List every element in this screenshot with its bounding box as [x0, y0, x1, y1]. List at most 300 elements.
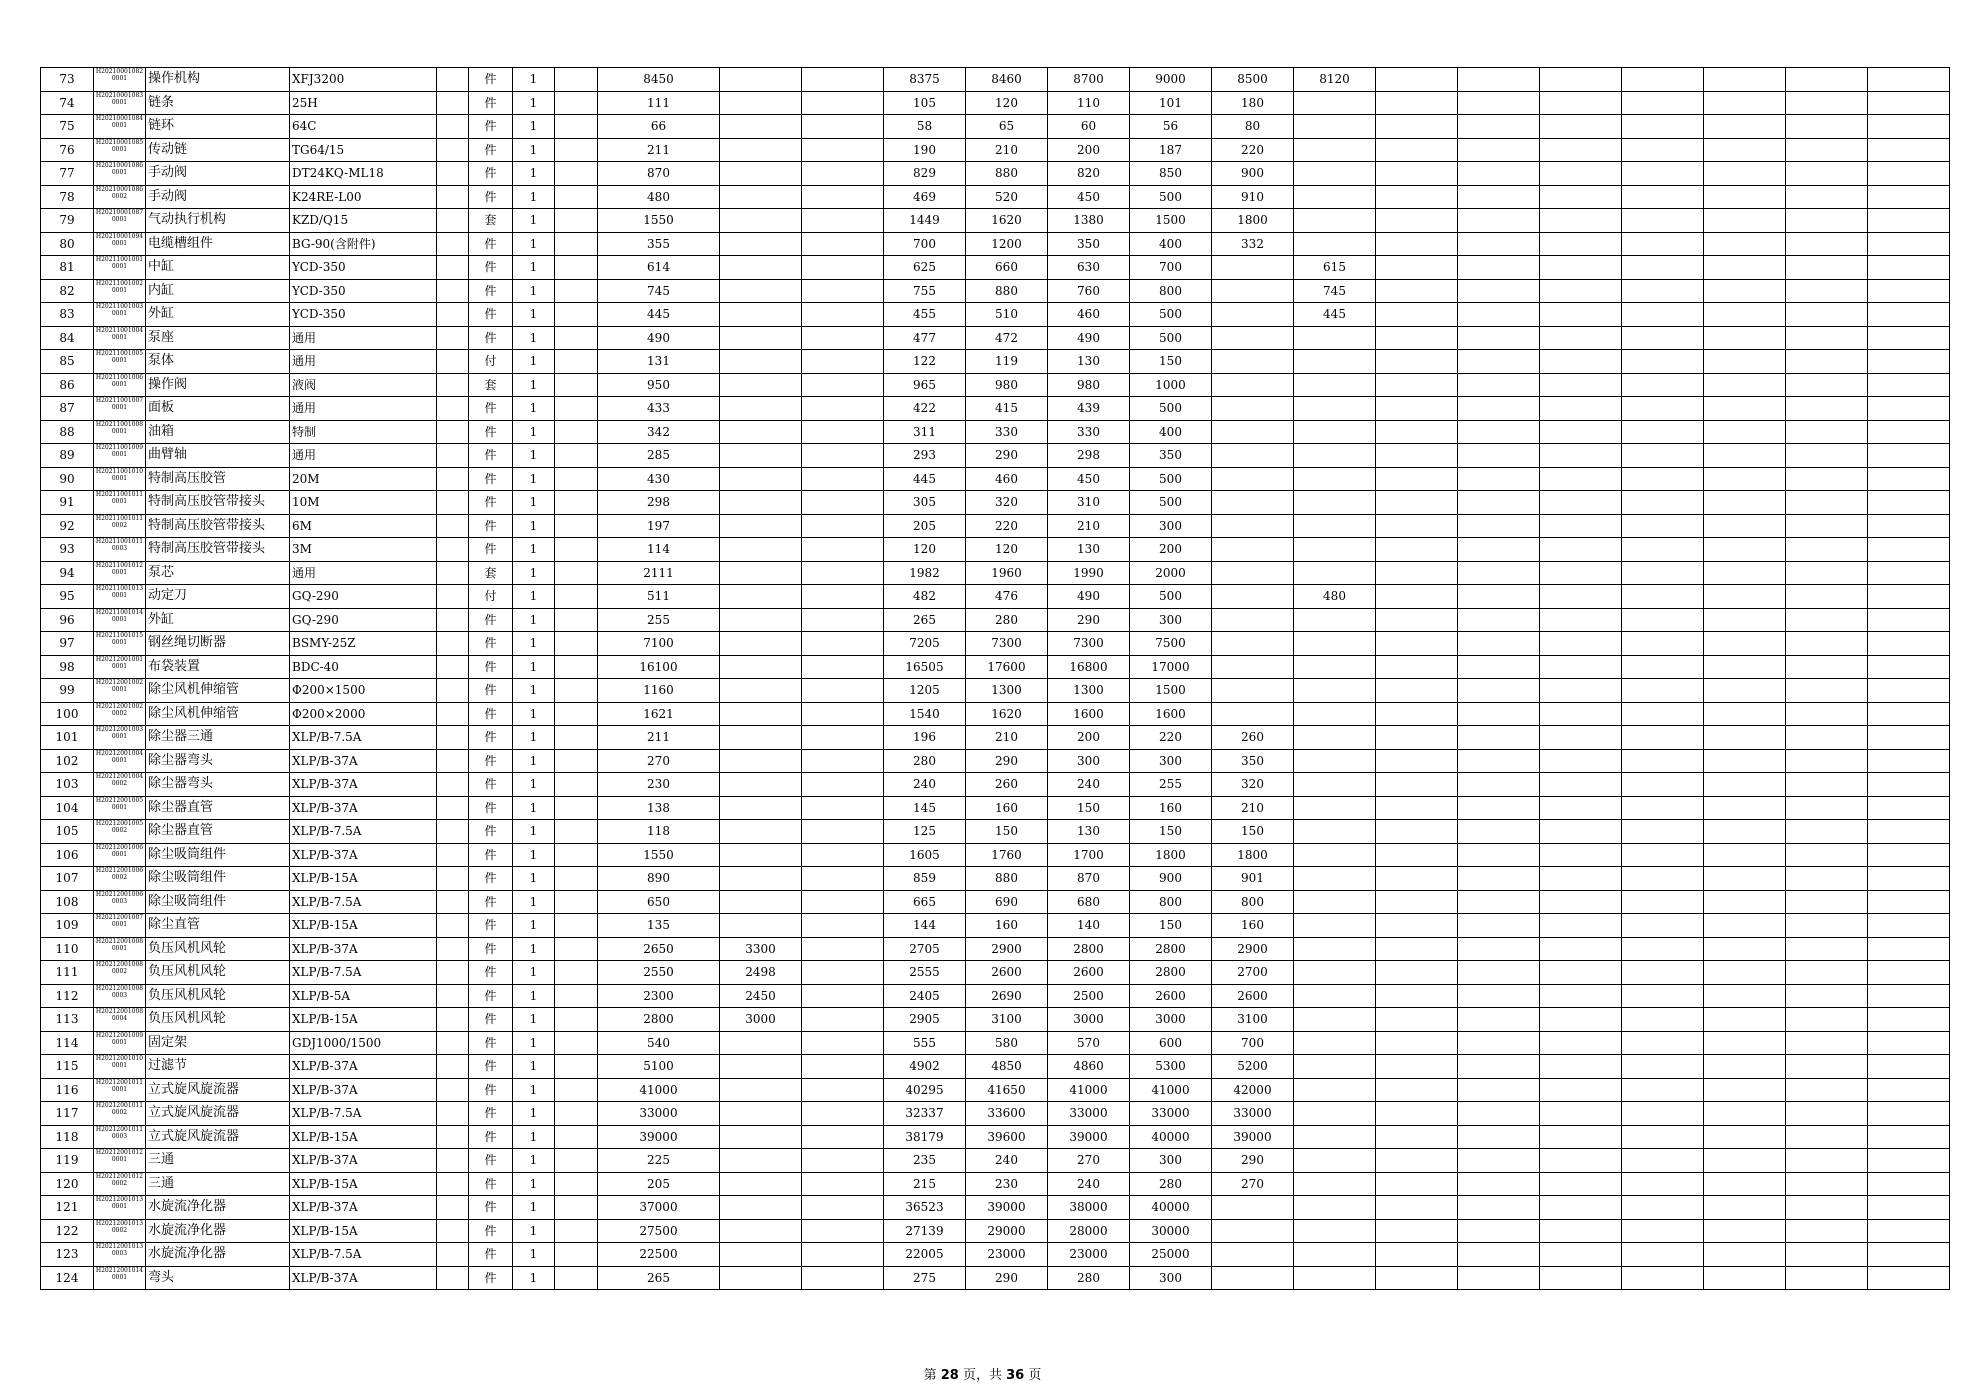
table-row — [41, 1243, 1950, 1267]
blank-cell — [1458, 68, 1540, 92]
seq-cell: 95 — [41, 585, 94, 609]
blank-cell — [1704, 514, 1786, 538]
blank-cell — [802, 538, 884, 562]
spec-cell: KZD/Q15 — [290, 209, 437, 233]
blank-cell — [1704, 444, 1786, 468]
blank-cell — [1540, 138, 1622, 162]
spec-cell: YCD-350 — [290, 279, 437, 303]
blank-cell — [555, 350, 598, 374]
code-cell: H202110010050001 — [94, 350, 146, 374]
spec-cell: XLP/B-37A — [290, 796, 437, 820]
quote5-cell — [1212, 444, 1294, 468]
spec-cell: 特制 — [290, 420, 437, 444]
quote3-cell: 39000 — [1048, 1125, 1130, 1149]
quote2-cell: 460 — [966, 467, 1048, 491]
seq-cell: 111 — [41, 961, 94, 985]
blank-cell — [1376, 820, 1458, 844]
blank-cell — [802, 937, 884, 961]
blank-cell — [437, 702, 469, 726]
quote4-cell: 2600 — [1130, 984, 1212, 1008]
price-cell: 355 — [598, 232, 720, 256]
unit-cell: 件 — [469, 1008, 513, 1032]
unit-cell: 件 — [469, 1172, 513, 1196]
code-cell: H202120010030001 — [94, 726, 146, 750]
spec-cell: Φ200×2000 — [290, 702, 437, 726]
quote2-cell: 39000 — [966, 1196, 1048, 1220]
seq-cell: 97 — [41, 632, 94, 656]
spec-cell: XLP/B-7.5A — [290, 1102, 437, 1126]
blank-cell — [802, 867, 884, 891]
price2-cell — [720, 467, 802, 491]
quote5-cell — [1212, 373, 1294, 397]
blank-cell — [802, 68, 884, 92]
price2-cell — [720, 444, 802, 468]
blank-cell — [802, 444, 884, 468]
blank-cell — [437, 773, 469, 797]
blank-cell — [555, 867, 598, 891]
seq-cell: 124 — [41, 1266, 94, 1290]
blank-cell — [1786, 702, 1868, 726]
quote5-cell: 150 — [1212, 820, 1294, 844]
blank-cell — [1540, 773, 1622, 797]
qty-cell: 1 — [513, 491, 555, 515]
quote6-cell — [1294, 749, 1376, 773]
table-row — [41, 303, 1950, 327]
code-cell: H202110010140001 — [94, 608, 146, 632]
price-cell: 8450 — [598, 68, 720, 92]
qty-cell: 1 — [513, 303, 555, 327]
blank-cell — [1622, 867, 1704, 891]
blank-cell — [1786, 1172, 1868, 1196]
quote1-cell: 144 — [884, 914, 966, 938]
seq-cell: 91 — [41, 491, 94, 515]
spec-cell: BSMY-25Z — [290, 632, 437, 656]
unit-cell: 件 — [469, 1055, 513, 1079]
blank-cell — [802, 232, 884, 256]
blank-cell — [1786, 1102, 1868, 1126]
blank-cell — [1540, 585, 1622, 609]
quote3-cell: 490 — [1048, 326, 1130, 350]
blank-cell — [1868, 1031, 1950, 1055]
blank-cell — [1376, 232, 1458, 256]
quote1-cell: 275 — [884, 1266, 966, 1290]
blank-cell — [1786, 937, 1868, 961]
quote4-cell: 150 — [1130, 820, 1212, 844]
blank-cell — [437, 914, 469, 938]
price-cell: 197 — [598, 514, 720, 538]
blank-cell — [1622, 1078, 1704, 1102]
quote3-cell: 130 — [1048, 820, 1130, 844]
quote6-cell — [1294, 937, 1376, 961]
price2-cell — [720, 326, 802, 350]
code-cell: H202100010820001 — [94, 68, 146, 92]
blank-cell — [802, 1055, 884, 1079]
blank-cell — [1704, 679, 1786, 703]
name-cell: 固定架 — [146, 1031, 290, 1055]
blank-cell — [1540, 1031, 1622, 1055]
quote5-cell — [1212, 303, 1294, 327]
table-row — [41, 1219, 1950, 1243]
price-cell: 870 — [598, 162, 720, 186]
unit-cell: 件 — [469, 867, 513, 891]
blank-cell — [1622, 397, 1704, 421]
quote3-cell: 330 — [1048, 420, 1130, 444]
blank-cell — [437, 444, 469, 468]
unit-cell: 件 — [469, 843, 513, 867]
blank-cell — [1868, 91, 1950, 115]
code-cell: H202120010060003 — [94, 890, 146, 914]
price2-cell — [720, 1149, 802, 1173]
price-cell: 433 — [598, 397, 720, 421]
blank-cell — [555, 749, 598, 773]
seq-cell: 105 — [41, 820, 94, 844]
blank-cell — [1786, 467, 1868, 491]
quote2-cell: 220 — [966, 514, 1048, 538]
blank-cell — [1704, 726, 1786, 750]
blank-cell — [1458, 1196, 1540, 1220]
price-cell: 138 — [598, 796, 720, 820]
qty-cell: 1 — [513, 91, 555, 115]
qty-cell: 1 — [513, 1196, 555, 1220]
quote5-cell — [1212, 420, 1294, 444]
unit-cell: 件 — [469, 397, 513, 421]
blank-cell — [1458, 726, 1540, 750]
name-cell: 链条 — [146, 91, 290, 115]
price2-cell — [720, 890, 802, 914]
blank-cell — [1622, 1196, 1704, 1220]
price2-cell — [720, 115, 802, 139]
quote5-cell: 42000 — [1212, 1078, 1294, 1102]
blank-cell — [1786, 914, 1868, 938]
blank-cell — [1376, 1172, 1458, 1196]
spec-cell: XLP/B-37A — [290, 843, 437, 867]
blank-cell — [1704, 961, 1786, 985]
price2-cell — [720, 914, 802, 938]
price-cell: 5100 — [598, 1055, 720, 1079]
table-row — [41, 397, 1950, 421]
blank-cell — [437, 1219, 469, 1243]
table-row — [41, 561, 1950, 585]
qty-cell: 1 — [513, 350, 555, 374]
price-cell: 445 — [598, 303, 720, 327]
blank-cell — [802, 726, 884, 750]
name-cell: 负压风机风轮 — [146, 961, 290, 985]
quote6-cell — [1294, 232, 1376, 256]
name-cell: 除尘器弯头 — [146, 749, 290, 773]
blank-cell — [802, 279, 884, 303]
blank-cell — [437, 185, 469, 209]
blank-cell — [1458, 914, 1540, 938]
unit-cell: 件 — [469, 961, 513, 985]
blank-cell — [437, 749, 469, 773]
quote3-cell: 240 — [1048, 1172, 1130, 1196]
blank-cell — [1704, 538, 1786, 562]
price-cell: 27500 — [598, 1219, 720, 1243]
quote3-cell: 28000 — [1048, 1219, 1130, 1243]
price-cell: 270 — [598, 749, 720, 773]
blank-cell — [1704, 820, 1786, 844]
blank-cell — [1376, 726, 1458, 750]
blank-cell — [437, 867, 469, 891]
name-cell: 特制高压胶管带接头 — [146, 514, 290, 538]
spec-cell: XLP/B-15A — [290, 1125, 437, 1149]
blank-cell — [1458, 608, 1540, 632]
quote6-cell: 480 — [1294, 585, 1376, 609]
blank-cell — [1622, 91, 1704, 115]
quote6-cell — [1294, 632, 1376, 656]
page-footer — [0, 1364, 1965, 1383]
blank-cell — [802, 1243, 884, 1267]
seq-cell: 102 — [41, 749, 94, 773]
code-cell: H202100010850001 — [94, 138, 146, 162]
blank-cell — [1540, 162, 1622, 186]
blank-cell — [1868, 373, 1950, 397]
code-cell: H202120010080003 — [94, 984, 146, 1008]
quote6-cell — [1294, 1078, 1376, 1102]
blank-cell — [1376, 1031, 1458, 1055]
seq-cell: 92 — [41, 514, 94, 538]
quote3-cell: 60 — [1048, 115, 1130, 139]
price2-cell — [720, 1266, 802, 1290]
blank-cell — [437, 726, 469, 750]
blank-cell — [1622, 491, 1704, 515]
name-cell: 内缸 — [146, 279, 290, 303]
seq-cell: 82 — [41, 279, 94, 303]
quote1-cell: 16505 — [884, 655, 966, 679]
blank-cell — [802, 91, 884, 115]
name-cell: 外缸 — [146, 608, 290, 632]
blank-cell — [1622, 890, 1704, 914]
qty-cell: 1 — [513, 632, 555, 656]
qty-cell: 1 — [513, 702, 555, 726]
price-cell: 1550 — [598, 209, 720, 233]
blank-cell — [437, 209, 469, 233]
quote3-cell: 350 — [1048, 232, 1130, 256]
quote3-cell: 130 — [1048, 350, 1130, 374]
price-cell: 1160 — [598, 679, 720, 703]
quote6-cell — [1294, 843, 1376, 867]
blank-cell — [437, 115, 469, 139]
quote4-cell: 500 — [1130, 397, 1212, 421]
blank-cell — [1376, 1102, 1458, 1126]
seq-cell: 75 — [41, 115, 94, 139]
spec-cell: 25H — [290, 91, 437, 115]
blank-cell — [1622, 232, 1704, 256]
blank-cell — [555, 91, 598, 115]
blank-cell — [802, 890, 884, 914]
code-cell: H202120010050002 — [94, 820, 146, 844]
quote5-cell — [1212, 350, 1294, 374]
quote5-cell — [1212, 632, 1294, 656]
blank-cell — [437, 91, 469, 115]
qty-cell: 1 — [513, 914, 555, 938]
blank-cell — [1704, 867, 1786, 891]
price2-cell — [720, 867, 802, 891]
blank-cell — [1704, 1078, 1786, 1102]
price-table — [40, 67, 1950, 1290]
blank-cell — [1540, 561, 1622, 585]
price2-cell — [720, 420, 802, 444]
price2-cell — [720, 608, 802, 632]
price2-cell — [720, 702, 802, 726]
blank-cell — [1786, 984, 1868, 1008]
blank-cell — [1786, 1196, 1868, 1220]
quote4-cell: 2800 — [1130, 937, 1212, 961]
blank-cell — [1622, 514, 1704, 538]
seq-cell: 113 — [41, 1008, 94, 1032]
blank-cell — [1786, 373, 1868, 397]
blank-cell — [1458, 209, 1540, 233]
qty-cell: 1 — [513, 115, 555, 139]
quote4-cell: 1800 — [1130, 843, 1212, 867]
blank-cell — [437, 138, 469, 162]
price-cell: 540 — [598, 1031, 720, 1055]
quote6-cell — [1294, 185, 1376, 209]
blank-cell — [437, 303, 469, 327]
blank-cell — [1622, 679, 1704, 703]
blank-cell — [1622, 961, 1704, 985]
unit-cell: 件 — [469, 138, 513, 162]
quote2-cell: 4850 — [966, 1055, 1048, 1079]
spec-cell: XLP/B-7.5A — [290, 961, 437, 985]
price-cell: 230 — [598, 773, 720, 797]
quote6-cell — [1294, 138, 1376, 162]
blank-cell — [555, 1008, 598, 1032]
blank-cell — [1786, 1008, 1868, 1032]
blank-cell — [1786, 1243, 1868, 1267]
unit-cell: 件 — [469, 773, 513, 797]
quote1-cell: 22005 — [884, 1243, 966, 1267]
blank-cell — [1458, 867, 1540, 891]
quote5-cell — [1212, 608, 1294, 632]
qty-cell: 1 — [513, 467, 555, 491]
blank-cell — [555, 1055, 598, 1079]
blank-cell — [1376, 514, 1458, 538]
blank-cell — [1622, 655, 1704, 679]
quote4-cell: 300 — [1130, 608, 1212, 632]
blank-cell — [1622, 1266, 1704, 1290]
blank-cell — [1376, 1055, 1458, 1079]
quote1-cell: 2405 — [884, 984, 966, 1008]
quote3-cell: 460 — [1048, 303, 1130, 327]
quote4-cell: 25000 — [1130, 1243, 1212, 1267]
spec-cell: YCD-350 — [290, 303, 437, 327]
blank-cell — [802, 397, 884, 421]
name-cell: 三通 — [146, 1172, 290, 1196]
footer-middle: 页，共 — [958, 1368, 1007, 1383]
unit-cell: 件 — [469, 115, 513, 139]
quote6-cell — [1294, 867, 1376, 891]
blank-cell — [1622, 796, 1704, 820]
quote6-cell — [1294, 491, 1376, 515]
code-cell: H202120010120001 — [94, 1149, 146, 1173]
quote3-cell: 820 — [1048, 162, 1130, 186]
quote2-cell: 260 — [966, 773, 1048, 797]
unit-cell: 件 — [469, 1243, 513, 1267]
price-cell: 2800 — [598, 1008, 720, 1032]
blank-cell — [1540, 961, 1622, 985]
blank-cell — [1868, 726, 1950, 750]
code-cell: H202120010110001 — [94, 1078, 146, 1102]
price-cell: 211 — [598, 138, 720, 162]
quote6-cell — [1294, 890, 1376, 914]
blank-cell — [802, 1008, 884, 1032]
quote4-cell: 300 — [1130, 514, 1212, 538]
table-row — [41, 843, 1950, 867]
quote5-cell — [1212, 585, 1294, 609]
quote2-cell: 580 — [966, 1031, 1048, 1055]
table-row — [41, 796, 1950, 820]
spec-cell: XLP/B-37A — [290, 1196, 437, 1220]
blank-cell — [555, 843, 598, 867]
price-cell: 2650 — [598, 937, 720, 961]
seq-cell: 94 — [41, 561, 94, 585]
blank-cell — [802, 1125, 884, 1149]
blank-cell — [1868, 1243, 1950, 1267]
spec-cell: K24RE-L00 — [290, 185, 437, 209]
blank-cell — [1704, 232, 1786, 256]
price-cell: 33000 — [598, 1102, 720, 1126]
blank-cell — [1540, 467, 1622, 491]
price-cell: 2300 — [598, 984, 720, 1008]
blank-cell — [1786, 444, 1868, 468]
blank-cell — [1376, 1149, 1458, 1173]
spec-cell: Φ200×1500 — [290, 679, 437, 703]
name-cell: 特制高压胶管 — [146, 467, 290, 491]
seq-cell: 83 — [41, 303, 94, 327]
blank-cell — [1704, 608, 1786, 632]
blank-cell — [1376, 679, 1458, 703]
blank-cell — [1622, 1125, 1704, 1149]
name-cell: 动定刀 — [146, 585, 290, 609]
seq-cell: 116 — [41, 1078, 94, 1102]
blank-cell — [1622, 914, 1704, 938]
blank-cell — [1540, 679, 1622, 703]
price2-cell — [720, 538, 802, 562]
price-cell: 7100 — [598, 632, 720, 656]
qty-cell: 1 — [513, 68, 555, 92]
name-cell: 泵芯 — [146, 561, 290, 585]
table-row — [41, 162, 1950, 186]
quote2-cell: 1960 — [966, 561, 1048, 585]
quote3-cell: 1990 — [1048, 561, 1130, 585]
blank-cell — [1868, 467, 1950, 491]
blank-cell — [437, 561, 469, 585]
blank-cell — [1458, 961, 1540, 985]
quote4-cell: 500 — [1130, 585, 1212, 609]
blank-cell — [1786, 1149, 1868, 1173]
name-cell: 立式旋风旋流器 — [146, 1102, 290, 1126]
blank-cell — [1868, 749, 1950, 773]
blank-cell — [437, 420, 469, 444]
blank-cell — [1704, 1149, 1786, 1173]
blank-cell — [1540, 1125, 1622, 1149]
table-row — [41, 185, 1950, 209]
name-cell: 特制高压胶管带接头 — [146, 491, 290, 515]
quote6-cell — [1294, 984, 1376, 1008]
blank-cell — [437, 514, 469, 538]
blank-cell — [555, 914, 598, 938]
blank-cell — [1540, 937, 1622, 961]
blank-cell — [802, 749, 884, 773]
blank-cell — [1868, 185, 1950, 209]
quote6-cell — [1294, 796, 1376, 820]
quote2-cell: 476 — [966, 585, 1048, 609]
quote6-cell — [1294, 1031, 1376, 1055]
blank-cell — [1622, 1149, 1704, 1173]
quote5-cell: 320 — [1212, 773, 1294, 797]
quote5-cell: 1800 — [1212, 843, 1294, 867]
